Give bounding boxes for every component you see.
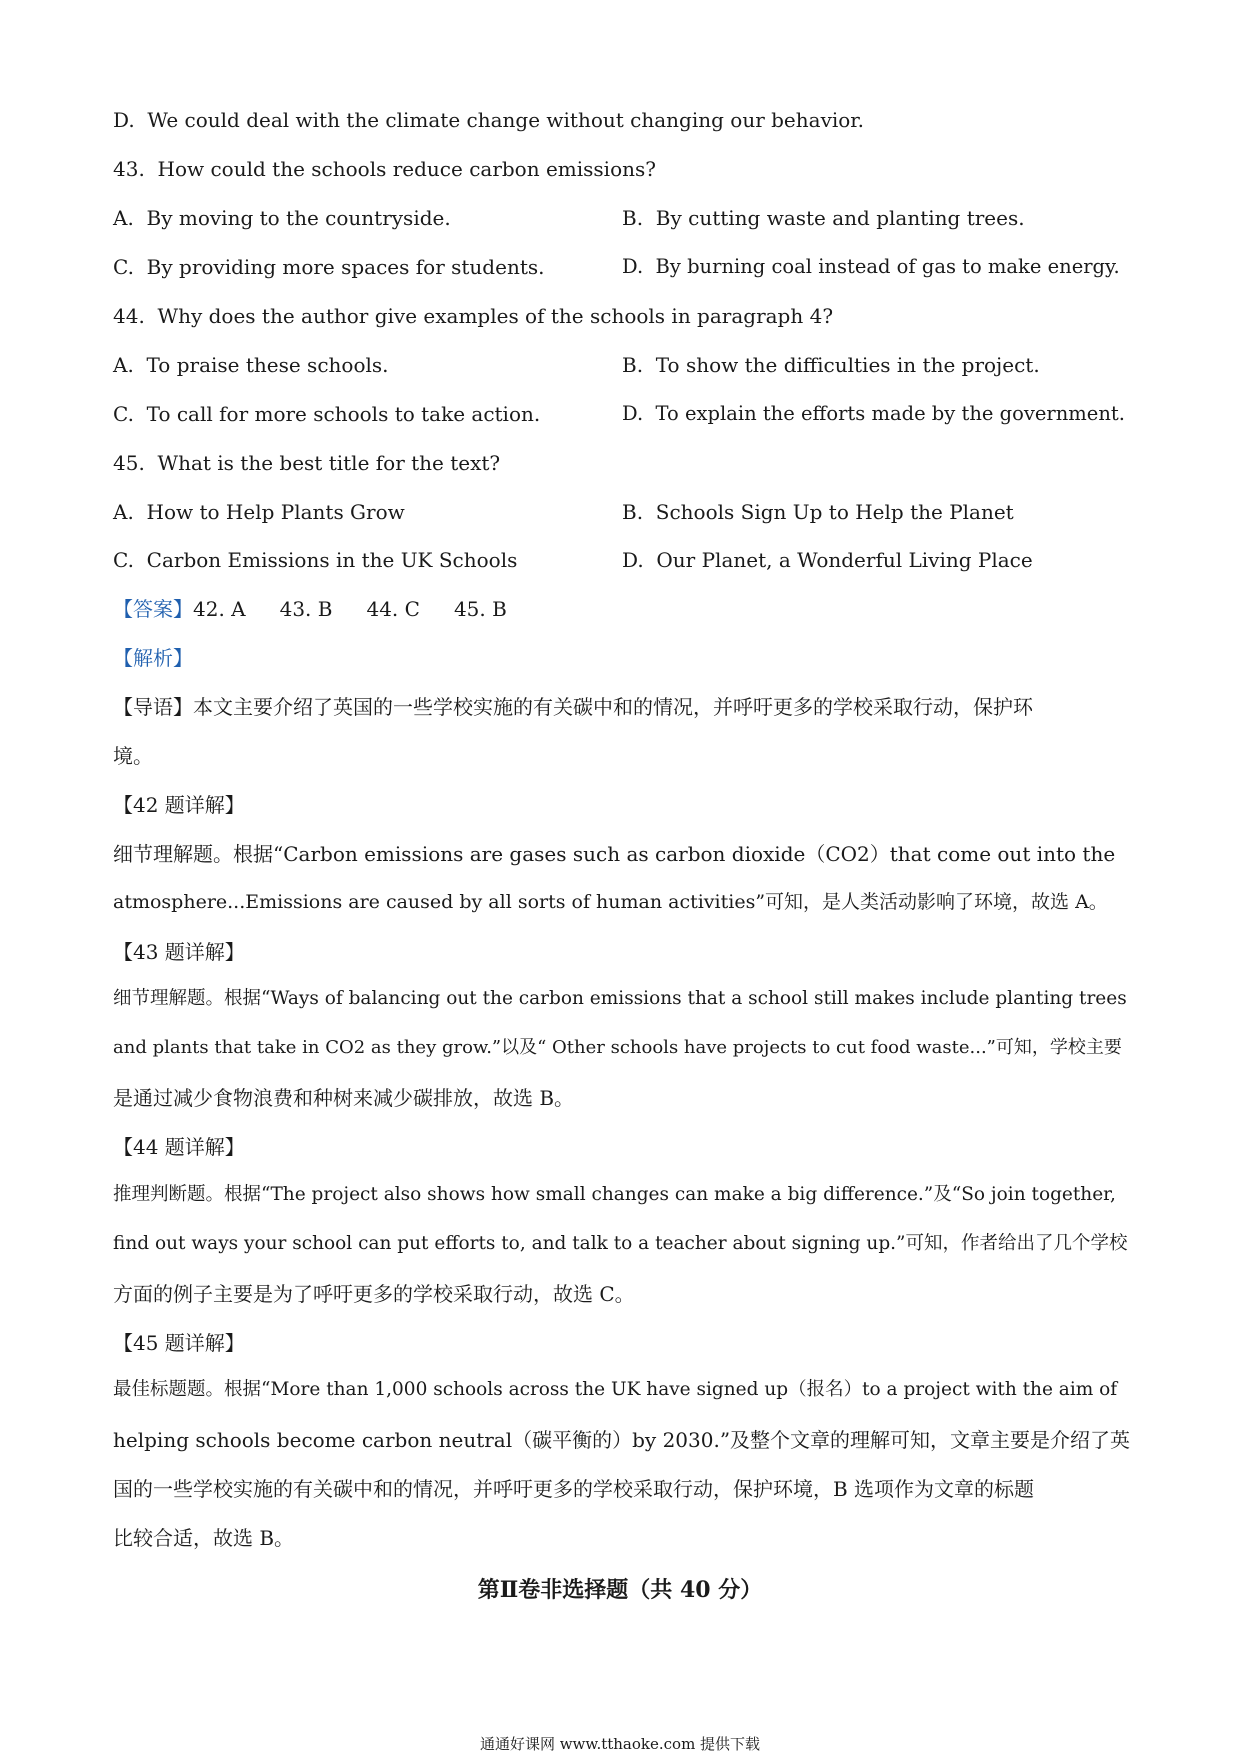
detail-44-line-3: 方面的例子主要是为了呼吁更多的学校采取行动，故选 C。 (113, 1282, 635, 1306)
answer-43: 43. B (279, 597, 333, 621)
detail-45-line-1: 最佳标题题。根据“More than 1,000 schools across the UK have signed up（报名）to a project with the aim of (113, 1379, 1118, 1400)
q45-option-b: B. Schools Sign Up to Help the Planet (622, 500, 1014, 524)
intro-line-1: 【导语】本文主要介绍了英国的一些学校实施的有关碳中和的情况，并呼吁更多的学校采取行动，保护环 (113, 695, 1033, 719)
answer-45: 45. B (453, 597, 507, 621)
q43-stem: 43. How could the schools reduce carbon emissions? (113, 157, 656, 181)
answer-42: 42. A (193, 597, 246, 621)
q45-option-a: A. How to Help Plants Grow (113, 500, 405, 524)
detail-43-heading: 【43 题详解】 (113, 940, 245, 964)
q44-option-c: C. To call for more schools to take action. (113, 402, 541, 426)
detail-44-line-2: find out ways your school can put efforts to, and talk to a teacher about signing up.”可知，作者给出了几个学校 (113, 1233, 1128, 1254)
detail-42-line-2: atmosphere...Emissions are caused by all sorts of human activities”可知，是人类活动影响了环境，故选 A。 (113, 891, 1108, 913)
detail-44-heading: 【44 题详解】 (113, 1135, 245, 1159)
q43-option-d: D. By burning coal instead of gas to make energy. (622, 255, 1120, 278)
q44-option-d: D. To explain the efforts made by the government. (622, 402, 1125, 425)
detail-45-line-4: 比较合适，故选 B。 (113, 1526, 295, 1550)
detail-42-line-1: 细节理解题。根据“Carbon emissions are gases such as carbon dioxide（CO2）that come out into the (113, 842, 1116, 866)
detail-43-line-3: 是通过减少食物浪费和种树来减少碳排放，故选 B。 (113, 1086, 575, 1110)
answer-44: 44. C (366, 597, 420, 621)
detail-45-line-3: 国的一些学校实施的有关碳中和的情况，并呼吁更多的学校采取行动，保护环境，B 选项作为文章的标题 (113, 1477, 1035, 1501)
q43-option-c: C. By providing more spaces for students. (113, 255, 545, 279)
detail-45-heading: 【45 题详解】 (113, 1331, 245, 1355)
q45-option-d: D. Our Planet, a Wonderful Living Place (622, 548, 1033, 572)
detail-42-heading: 【42 题详解】 (113, 793, 245, 817)
detail-44-line-1: 推理判断题。根据“The project also shows how small changes can make a big difference.”及“So join together, (113, 1184, 1116, 1205)
q45-option-c: C. Carbon Emissions in the UK Schools (113, 548, 518, 572)
page-footer: 通通好课网 www.tthaoke.com 提供下载 (479, 1735, 761, 1753)
q44-option-a: A. To praise these schools. (113, 353, 389, 377)
analysis-label: 【解析】 (113, 646, 193, 670)
part-2-title: 第Ⅱ卷非选择题（共 40 分） (477, 1577, 763, 1603)
q45-stem: 45. What is the best title for the text? (113, 451, 501, 475)
q44-option-b: B. To show the difficulties in the project. (622, 353, 1040, 377)
q43-option-a: A. By moving to the countryside. (113, 206, 451, 230)
answer-label: 【答案】 (113, 597, 193, 621)
q43-option-b: B. By cutting waste and planting trees. (622, 206, 1025, 230)
q42-option-d: D. We could deal with the climate change without changing our behavior. (113, 108, 865, 132)
answer-line (113, 599, 507, 619)
q44-stem: 44. Why does the author give examples of the schools in paragraph 4? (113, 304, 834, 328)
detail-45-line-2: helping schools become carbon neutral（碳平衡的）by 2030.”及整个文章的理解可知，文章主要是介绍了英 (113, 1428, 1131, 1452)
detail-43-line-1: 细节理解题。根据“Ways of balancing out the carbon emissions that a school still makes include planting trees (113, 988, 1127, 1009)
intro-line-2: 境。 (113, 744, 153, 768)
detail-43-line-2: and plants that take in CO2 as they grow.”以及“ Other schools have projects to cut food waste...”可知，学校主要 (113, 1037, 1122, 1058)
